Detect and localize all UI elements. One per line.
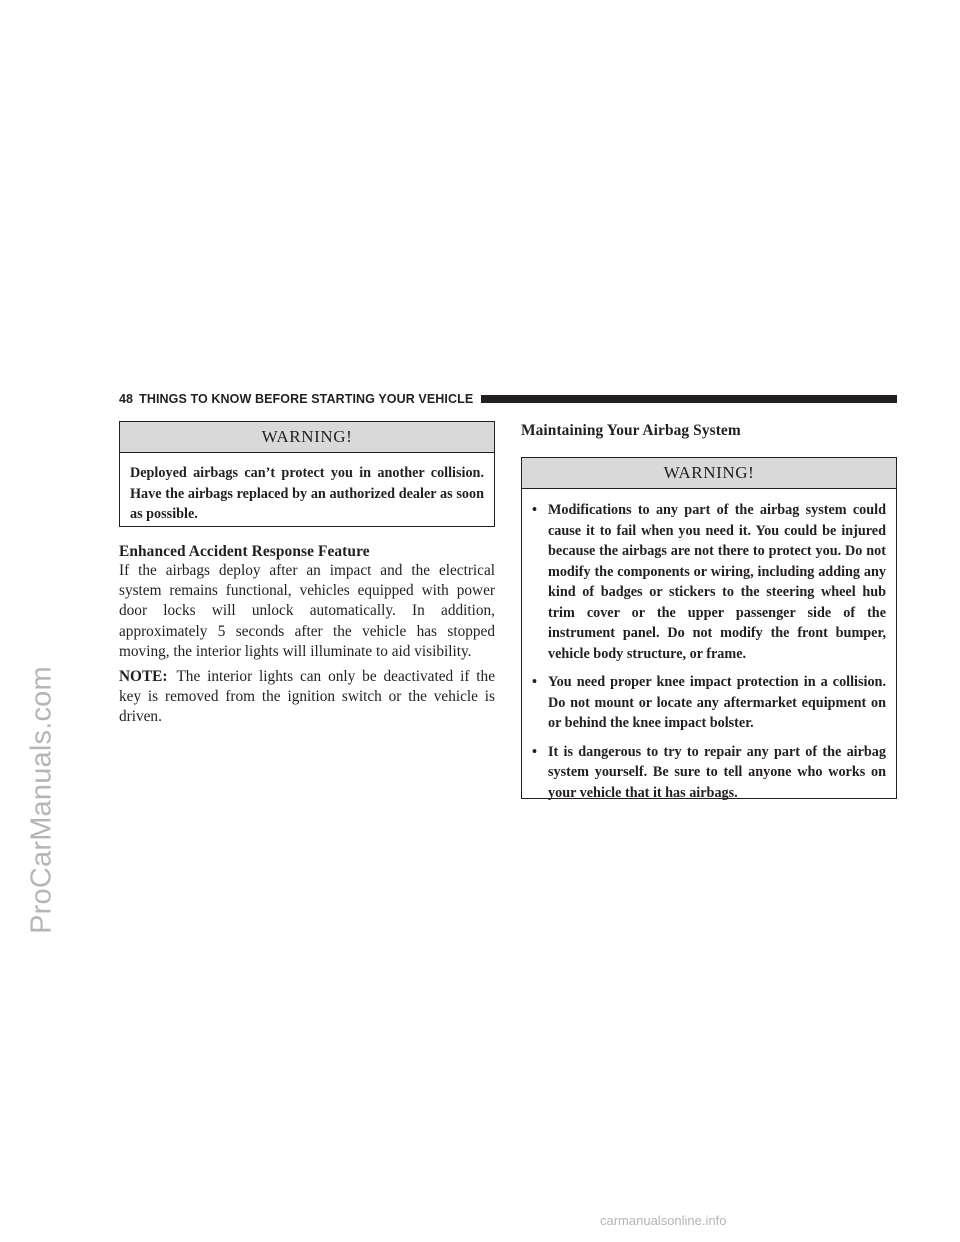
- heading-maintaining-airbag-system: Maintaining Your Airbag System: [521, 422, 741, 439]
- warning-title: WARNING!: [120, 422, 494, 453]
- list-item: [532, 500, 886, 664]
- list-item: [532, 672, 886, 734]
- warning-text: Deployed airbags can’t protect you in another collision. Have the airbags replaced by an authorized dealer as soon as possible.: [130, 465, 484, 522]
- list-item-text: It is dangerous to try to repair any part of the airbag system yourself. Be sure to tell anyone who works on your vehicle that it has airbags.: [548, 743, 886, 801]
- list-item-text: Modifications to any part of the airbag system could cause it to fail when you need it. You could be injured because the airbags are not there to protect you. Do not modify the components or wiring, including adding any kind of badges or stickers to the steering wheel hub trim cover or the upper passenger side of the instrument panel. Do not modify the front bumper, vehicle body structure, or frame.: [548, 502, 886, 662]
- warning-title: WARNING!: [522, 458, 896, 489]
- note-text: The interior lights can only be deactivated if the key is removed from the ignition switch or the vehicle is driven.: [119, 668, 495, 726]
- heading-enhanced-accident-response: Enhanced Accident Response Feature: [119, 543, 370, 560]
- warning-bullet-list: [522, 489, 896, 814]
- bullet-icon: •: [532, 674, 537, 690]
- note-paragraph: [119, 667, 495, 728]
- bullet-icon: •: [532, 502, 537, 518]
- list-item-text: You need proper knee impact protection in a collision. Do not mount or locate any aftermarket equipment on or behind the knee impact bolster.: [548, 674, 886, 731]
- warning-box-airbag-maintenance: [521, 457, 897, 799]
- bullet-icon: •: [532, 743, 537, 760]
- side-watermark: ProCarManuals.com: [25, 666, 58, 934]
- running-header: [119, 390, 897, 408]
- footer-url: carmanualsonline.info: [600, 1213, 727, 1228]
- header-rule: [481, 395, 897, 403]
- page-number: 48: [119, 392, 134, 406]
- warning-box-airbags-deployed: [119, 421, 495, 527]
- header-text: [119, 392, 473, 406]
- paragraph-enhanced-accident-response: If the airbags deploy after an impact and the electrical system remains functional, vehicles equipped with power door locks will unlock automatically. In addition, approximately 5 seconds after the vehicle has stopped moving, the interior lights will illuminate to aid visibility.: [119, 562, 495, 660]
- note-label: NOTE:: [119, 668, 168, 685]
- list-item: [532, 742, 886, 804]
- section-title: THINGS TO KNOW BEFORE STARTING YOUR VEHICLE: [139, 392, 474, 406]
